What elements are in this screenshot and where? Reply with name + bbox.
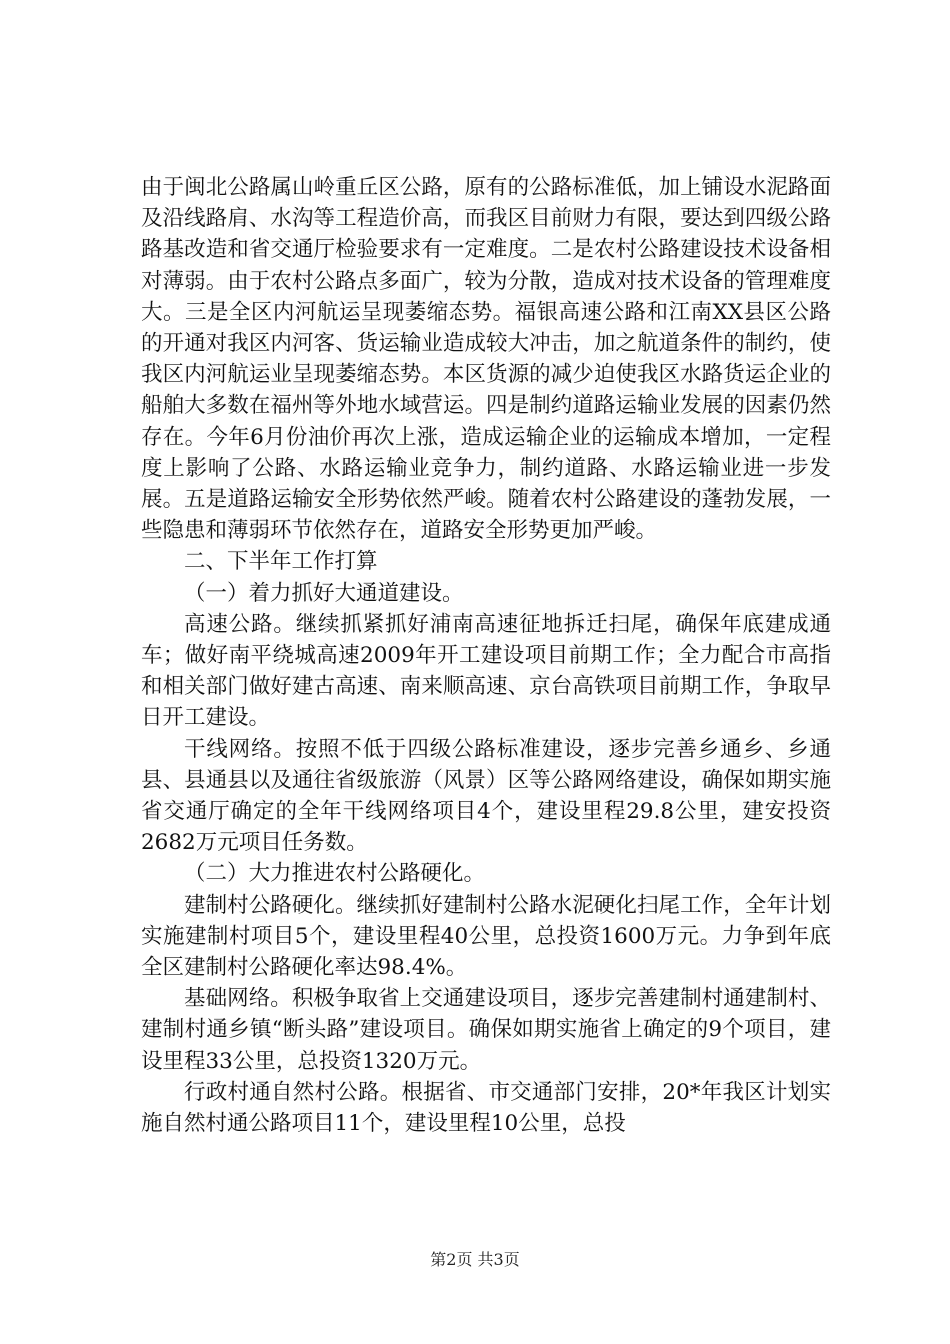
paragraph: 基础网络。积极争取省上交通建设项目，逐步完善建制村通建制村、建制村通乡镇“断头路”建设项目。确保如期实施省上确定的9个项目，建设里程33公里，总投资1320万元。: [141, 986, 831, 1074]
subsection-heading: （二）大力推进农村公路硬化。: [184, 861, 486, 887]
paragraph: 建制村公路硬化。继续抓好建制村公路水泥硬化扫尾工作，全年计划实施建制村项目5个，建设里程40公里，总投资1600万元。力争到年底全区建制村公路硬化率达98.4%。: [141, 892, 831, 981]
paragraph: 高速公路。继续抓紧抓好浦南高速征地拆迁扫尾，确保年底建成通车；做好南平绕城高速2009年开工建设项目前期工作；全力配合市高指和相关部门做好建古高速、南来顺高速、京台高铁项目前期工作，争取早日开工建设。: [141, 611, 831, 731]
paragraph: 干线网络。按照不低于四级公路标准建设，逐步完善乡通乡、乡通县、县通县以及通往省级旅游（风景）区等公路网络建设，确保如期实施省交通厅确定的全年干线网络项目4个，建设里程29.8公里，建安投资2682万元项目任务数。: [141, 736, 831, 856]
document-body: [141, 172, 831, 1139]
paragraph: 行政村通自然村公路。根据省、市交通部门安排，20*年我区计划实施自然村通公路项目11个，建设里程10公里，总投: [141, 1079, 831, 1137]
subsection-heading: （一）着力抓好大通道建设。: [184, 580, 464, 606]
page-number: 第2页 共3页: [430, 1250, 520, 1269]
paragraph: 由于闽北公路属山岭重丘区公路，原有的公路标准低，加上铺设水泥路面及沿线路肩、水沟等工程造价高，而我区目前财力有限，要达到四级公路路基改造和省交通厅检验要求有一定难度。二是农村公路建设技术设备相对薄弱。由于农村公路点多面广，较为分散，造成对技术设备的管理难度大。三是全区内河航运呈现萎缩态势。福银高速公路和江南XX县区公路的开通对我区内河客、货运输业造成较大冲击，加之航道条件的制约，使我区内河航运业呈现萎缩态势。本区货源的减少迫使我区水路货运企业的船舶大多数在福州等外地水域营运。四是制约道路运输业发展的因素仍然存在。今年6月份油价再次上涨，造成运输企业的运输成本增加，一定程度上影响了公路、水路运输业竞争力，制约道路、水路运输业进一步发展。五是道路运输安全形势依然严峻。随着农村公路建设的蓬勃发展，一些隐患和薄弱环节依然存在，道路安全形势更加严峻。: [141, 175, 831, 544]
section-heading: 二、下半年工作打算: [184, 549, 378, 575]
